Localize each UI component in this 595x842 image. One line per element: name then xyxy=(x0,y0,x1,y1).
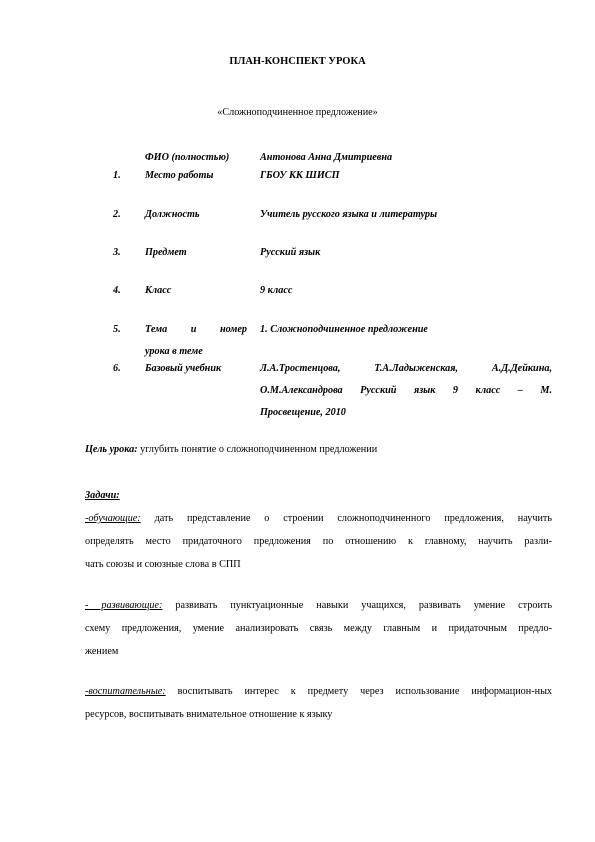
row-label xyxy=(145,324,247,335)
row-number: 1. xyxy=(113,170,121,181)
row-label: Место работы xyxy=(145,170,214,181)
task-line: ресурсов, воспитывать внимательное отношение к языку xyxy=(85,709,333,720)
row-label: Должность xyxy=(145,209,200,220)
row-value: 1. Сложноподчиненное предложение xyxy=(260,324,428,335)
row-label-part: и xyxy=(190,324,197,335)
fio-value: Антонова Анна Дмитриевна xyxy=(260,152,393,163)
task-line: определять место придаточного предложения по отношению к главному, научить разли- xyxy=(85,536,552,547)
row-value-continued: О.М.Александрова Русский язык 9 класс – М. xyxy=(260,385,552,396)
page-title: ПЛАН-КОНСПЕКТ УРОКА xyxy=(229,56,366,67)
task-text: воспитывать интерес к предмету через использование информацион-ных xyxy=(177,686,553,697)
row-label: Класс xyxy=(145,285,172,296)
task-line: схему предложения, умение анализировать связь между главным и придаточным предло- xyxy=(85,623,552,634)
row-number: 3. xyxy=(113,247,121,258)
task-text: дать представление о строении сложноподчиненного предложения, научить xyxy=(154,513,553,524)
task-label: - развивающие: xyxy=(85,600,163,611)
task-label: -обучающие: xyxy=(85,513,141,524)
row-number: 5. xyxy=(113,324,121,335)
tasks-heading: Задачи: xyxy=(85,490,120,501)
task-text: развивать пунктуационные навыки учащихся, развивать умение строить xyxy=(175,600,552,611)
row-value: Учитель русского языка и литературы xyxy=(260,209,438,220)
row-label-part: Тема xyxy=(145,324,168,335)
task-line xyxy=(85,600,552,611)
row-value: 9 класс xyxy=(260,285,293,296)
task-line xyxy=(85,686,552,697)
row-value: Л.А.Тростенцова, Т.А.Ладыженская, А.Д.Дейкина, xyxy=(260,363,552,374)
task-line xyxy=(85,513,552,524)
goal-text: углубить понятие о сложноподчиненном предложении xyxy=(140,444,378,455)
row-label-part: номер xyxy=(220,324,247,335)
row-number: 6. xyxy=(113,363,121,374)
task-line: чать союзы и союзные слова в СПП xyxy=(85,559,241,570)
row-number: 4. xyxy=(113,285,121,296)
lesson-topic-title: «Сложноподчиненное предложение» xyxy=(217,107,378,118)
row-label: Предмет xyxy=(145,247,187,258)
row-value-continued: Просвещение, 2010 xyxy=(260,407,346,418)
fio-label: ФИО (полностью) xyxy=(145,152,230,163)
task-line: жением xyxy=(85,646,119,657)
goal-label: Цель урока: xyxy=(85,444,138,455)
task-label: -воспитательные: xyxy=(85,686,166,697)
row-number: 2. xyxy=(113,209,121,220)
row-label-continued: урока в теме xyxy=(145,346,203,357)
row-label: Базовый учебник xyxy=(145,363,222,374)
row-value: Русский язык xyxy=(260,247,321,258)
row-value: ГБОУ КК ШИСП xyxy=(260,170,340,181)
lesson-goal xyxy=(85,444,377,455)
